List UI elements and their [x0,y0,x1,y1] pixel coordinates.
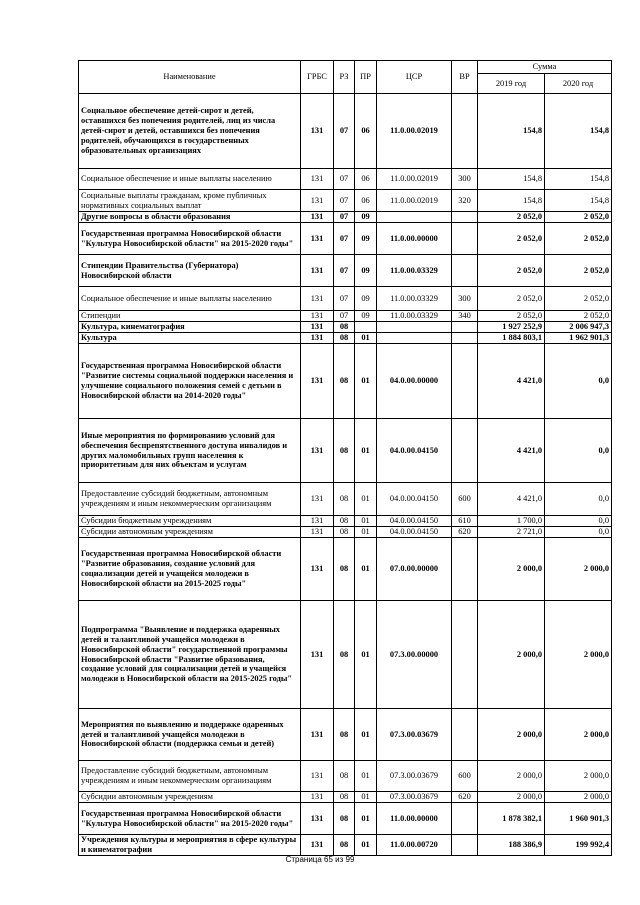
cell-sum-2019: 2 000,0 [478,792,545,803]
cell-pr: 09 [355,255,377,287]
table-row [79,835,612,856]
cell-pr: 09 [355,223,377,255]
cell-sum-2019: 154,8 [478,94,545,169]
cell-sum-2020: 0,0 [545,419,612,483]
cell-name: Иные мероприятия по формированию условий для обеспечения беспрепятственного доступа инвалидов и других маломобильных групп населения к приоритетным для них объектам и услугам [79,419,301,483]
cell-vr [452,803,478,835]
cell-grbs: 131 [301,761,334,792]
cell-sum-2019: 2 052,0 [478,223,545,255]
cell-sum-2019: 154,8 [478,169,545,190]
cell-rz: 08 [334,333,355,344]
cell-grbs: 131 [301,94,334,169]
cell-vr: 620 [452,792,478,803]
cell-csr [377,322,452,333]
table-row [79,601,612,709]
cell-sum-2019: 2 052,0 [478,212,545,223]
cell-vr: 600 [452,483,478,516]
cell-grbs: 131 [301,223,334,255]
cell-vr [452,419,478,483]
cell-vr [452,333,478,344]
cell-sum-2020: 2 052,0 [545,255,612,287]
budget-table [78,60,612,856]
cell-vr [452,322,478,333]
cell-csr: 11.0.00.03329 [377,255,452,287]
cell-csr [377,212,452,223]
cell-sum-2020: 0,0 [545,483,612,516]
cell-csr: 11.0.00.02019 [377,190,452,212]
cell-rz: 08 [334,601,355,709]
cell-grbs: 131 [301,255,334,287]
table-row [79,94,612,169]
cell-csr: 07.3.00.03679 [377,709,452,761]
cell-grbs: 131 [301,419,334,483]
cell-name: Учреждения культуры и мероприятия в сфере культуры и кинематографии [79,835,301,856]
table-row [79,190,612,212]
table-row [79,223,612,255]
cell-vr [452,223,478,255]
cell-pr: 09 [355,287,377,311]
cell-pr: 09 [355,212,377,223]
table-row [79,792,612,803]
cell-sum-2020: 2 052,0 [545,287,612,311]
cell-sum-2019: 2 052,0 [478,255,545,287]
cell-vr [452,344,478,419]
cell-sum-2019: 2 721,0 [478,527,545,538]
cell-sum-2020: 2 000,0 [545,601,612,709]
cell-name: Стипендии Правительства (Губернатора) Новосибирской области [79,255,301,287]
cell-pr: 01 [355,527,377,538]
table-body [79,94,612,856]
cell-sum-2019: 1 700,0 [478,516,545,527]
cell-rz: 08 [334,803,355,835]
cell-vr [452,255,478,287]
cell-sum-2020: 2 006 947,3 [545,322,612,333]
cell-name: Культура [79,333,301,344]
cell-sum-2019: 2 052,0 [478,287,545,311]
cell-pr: 01 [355,419,377,483]
cell-sum-2019: 2 000,0 [478,601,545,709]
cell-sum-2019: 1 927 252,9 [478,322,545,333]
cell-vr: 620 [452,527,478,538]
cell-csr: 07.0.00.00000 [377,538,452,601]
table-row [79,169,612,190]
cell-name: Государственная программа Новосибирской области "Развитие образования, создание условий для социализации детей и учащейся молодежи в Новосибирской области на 2015-2025 годы" [79,538,301,601]
cell-rz: 08 [334,344,355,419]
cell-grbs: 131 [301,311,334,322]
table-row [79,527,612,538]
cell-vr: 300 [452,169,478,190]
cell-grbs: 131 [301,190,334,212]
budget-table-sheet [78,60,611,856]
cell-csr: 04.0.00.04150 [377,527,452,538]
cell-vr [452,709,478,761]
cell-name: Предоставление субсидий бюджетным, автономным учреждениям и иным некоммерческим организациям [79,761,301,792]
cell-csr: 04.0.00.00000 [377,344,452,419]
cell-rz: 08 [334,792,355,803]
cell-pr: 01 [355,792,377,803]
header-year-2019: 2019 год [478,74,545,94]
cell-name: Государственная программа Новосибирской области "Культура Новосибирской области" на 2015-2020 годы" [79,223,301,255]
header-name: Наименование [79,61,301,94]
cell-sum-2020: 0,0 [545,527,612,538]
cell-rz: 07 [334,255,355,287]
cell-sum-2020: 2 000,0 [545,709,612,761]
cell-name: Культура, кинематография [79,322,301,333]
cell-pr: 06 [355,94,377,169]
table-row [79,322,612,333]
cell-grbs: 131 [301,527,334,538]
cell-pr: 01 [355,835,377,856]
cell-vr [452,538,478,601]
cell-name: Социальное обеспечение детей-сирот и детей, оставшихся без попечения родителей, лиц из числа детей-сирот и детей, оставшихся без попечения родителей, обучающихся в государственных образовательных организациях [79,94,301,169]
cell-rz: 08 [334,419,355,483]
cell-sum-2019: 2 000,0 [478,761,545,792]
cell-grbs: 131 [301,601,334,709]
cell-csr: 04.0.00.04150 [377,516,452,527]
cell-vr: 610 [452,516,478,527]
cell-grbs: 131 [301,212,334,223]
cell-sum-2019: 188 386,9 [478,835,545,856]
table-row [79,803,612,835]
cell-sum-2020: 199 992,4 [545,835,612,856]
cell-pr: 01 [355,483,377,516]
cell-grbs: 131 [301,169,334,190]
cell-rz: 08 [334,835,355,856]
cell-grbs: 131 [301,835,334,856]
cell-sum-2019: 2 000,0 [478,709,545,761]
header-csr: ЦСР [377,61,452,94]
cell-name: Социальное обеспечение и иные выплаты населению [79,169,301,190]
table-row [79,483,612,516]
cell-csr: 07.3.00.03679 [377,761,452,792]
cell-sum-2020: 2 052,0 [545,212,612,223]
cell-rz: 07 [334,212,355,223]
cell-sum-2019: 154,8 [478,190,545,212]
cell-vr [452,94,478,169]
header-rz: РЗ [334,61,355,94]
cell-sum-2019: 4 421,0 [478,483,545,516]
cell-pr: 06 [355,190,377,212]
cell-grbs: 131 [301,322,334,333]
cell-rz: 08 [334,516,355,527]
cell-sum-2020: 2 000,0 [545,538,612,601]
table-row [79,333,612,344]
cell-name: Стипендии [79,311,301,322]
cell-vr [452,212,478,223]
table-row [79,538,612,601]
table-header [79,61,612,94]
cell-csr: 11.0.00.00000 [377,803,452,835]
cell-sum-2020: 2 000,0 [545,761,612,792]
page-footer: Страница 65 из 99 [285,855,355,864]
cell-rz: 07 [334,190,355,212]
cell-pr: 01 [355,516,377,527]
header-sum: Сумма [478,61,612,74]
table-row [79,709,612,761]
cell-grbs: 131 [301,709,334,761]
cell-pr: 01 [355,803,377,835]
cell-sum-2020: 154,8 [545,94,612,169]
cell-name: Субсидии бюджетным учреждениям [79,516,301,527]
header-vr: ВР [452,61,478,94]
cell-sum-2020: 2 052,0 [545,223,612,255]
cell-vr: 340 [452,311,478,322]
cell-rz: 08 [334,761,355,792]
cell-csr: 04.0.00.04150 [377,483,452,516]
cell-grbs: 131 [301,344,334,419]
cell-vr: 600 [452,761,478,792]
cell-name: Предоставление субсидий бюджетным, автономным учреждениям и иным некоммерческим организациям [79,483,301,516]
cell-grbs: 131 [301,333,334,344]
cell-pr: 01 [355,344,377,419]
table-row [79,212,612,223]
cell-name: Субсидии автономным учреждениям [79,792,301,803]
cell-sum-2019: 4 421,0 [478,419,545,483]
cell-csr: 07.3.00.00000 [377,601,452,709]
cell-name: Подпрограмма "Выявление и поддержка одаренных детей и талантливой учащейся молодежи в Новосибирской области" государственной программы Новосибирской области "Развитие образования, создание условий для социализации детей и учащейся молодежи в Новосибирской области на 2015-2025 годы" [79,601,301,709]
table-row [79,344,612,419]
cell-rz: 08 [334,322,355,333]
table-row [79,419,612,483]
cell-sum-2020: 0,0 [545,344,612,419]
header-year-2020: 2020 год [545,74,612,94]
cell-name: Субсидии автономным учреждениям [79,527,301,538]
cell-rz: 08 [334,527,355,538]
table-row [79,761,612,792]
cell-rz: 08 [334,538,355,601]
cell-rz: 07 [334,287,355,311]
header-grbs: ГРБС [301,61,334,94]
cell-sum-2020: 2 000,0 [545,792,612,803]
cell-sum-2020: 154,8 [545,190,612,212]
table-row [79,516,612,527]
cell-grbs: 131 [301,803,334,835]
cell-sum-2020: 2 052,0 [545,311,612,322]
cell-name: Мероприятия по выявлению и поддержке одаренных детей и талантливой учащейся молодежи в Новосибирской области (поддержка семьи и детей) [79,709,301,761]
cell-sum-2019: 4 421,0 [478,344,545,419]
cell-csr: 11.0.00.02019 [377,94,452,169]
cell-csr [377,333,452,344]
cell-rz: 08 [334,483,355,516]
cell-rz: 08 [334,709,355,761]
cell-pr: 06 [355,169,377,190]
header-pr: ПР [355,61,377,94]
table-row [79,311,612,322]
cell-vr: 320 [452,190,478,212]
cell-csr: 11.0.00.03329 [377,287,452,311]
cell-csr: 11.0.00.00720 [377,835,452,856]
cell-name: Другие вопросы в области образования [79,212,301,223]
cell-pr: 09 [355,311,377,322]
cell-pr [355,322,377,333]
cell-rz: 07 [334,223,355,255]
table-row [79,255,612,287]
cell-grbs: 131 [301,792,334,803]
cell-csr: 11.0.00.02019 [377,169,452,190]
cell-sum-2019: 2 052,0 [478,311,545,322]
cell-name: Социальное обеспечение и иные выплаты населению [79,287,301,311]
cell-csr: 07.3.00.03679 [377,792,452,803]
cell-pr: 01 [355,761,377,792]
cell-grbs: 131 [301,538,334,601]
cell-vr: 300 [452,287,478,311]
table-row [79,287,612,311]
cell-grbs: 131 [301,516,334,527]
cell-rz: 07 [334,94,355,169]
cell-pr: 01 [355,601,377,709]
cell-sum-2020: 1 962 901,3 [545,333,612,344]
cell-grbs: 131 [301,287,334,311]
cell-vr [452,835,478,856]
cell-csr: 04.0.00.04150 [377,419,452,483]
cell-csr: 11.0.00.00000 [377,223,452,255]
cell-csr: 11.0.00.03329 [377,311,452,322]
cell-name: Государственная программа Новосибирской области "Развитие системы социальной поддержки населения и улучшение социального положения семей с детьми в Новосибирской области на 2014-2020 годы" [79,344,301,419]
cell-sum-2020: 154,8 [545,169,612,190]
cell-name: Государственная программа Новосибирской области "Культура Новосибирской области" на 2015-2020 годы" [79,803,301,835]
cell-sum-2020: 0,0 [545,516,612,527]
cell-rz: 07 [334,311,355,322]
cell-name: Социальные выплаты гражданам, кроме публичных нормативных социальных выплат [79,190,301,212]
cell-pr: 01 [355,538,377,601]
cell-grbs: 131 [301,483,334,516]
cell-vr [452,601,478,709]
cell-sum-2019: 2 000,0 [478,538,545,601]
cell-pr: 01 [355,709,377,761]
cell-sum-2020: 1 960 901,3 [545,803,612,835]
cell-sum-2019: 1 878 382,1 [478,803,545,835]
cell-pr: 01 [355,333,377,344]
cell-rz: 07 [334,169,355,190]
cell-sum-2019: 1 884 803,1 [478,333,545,344]
